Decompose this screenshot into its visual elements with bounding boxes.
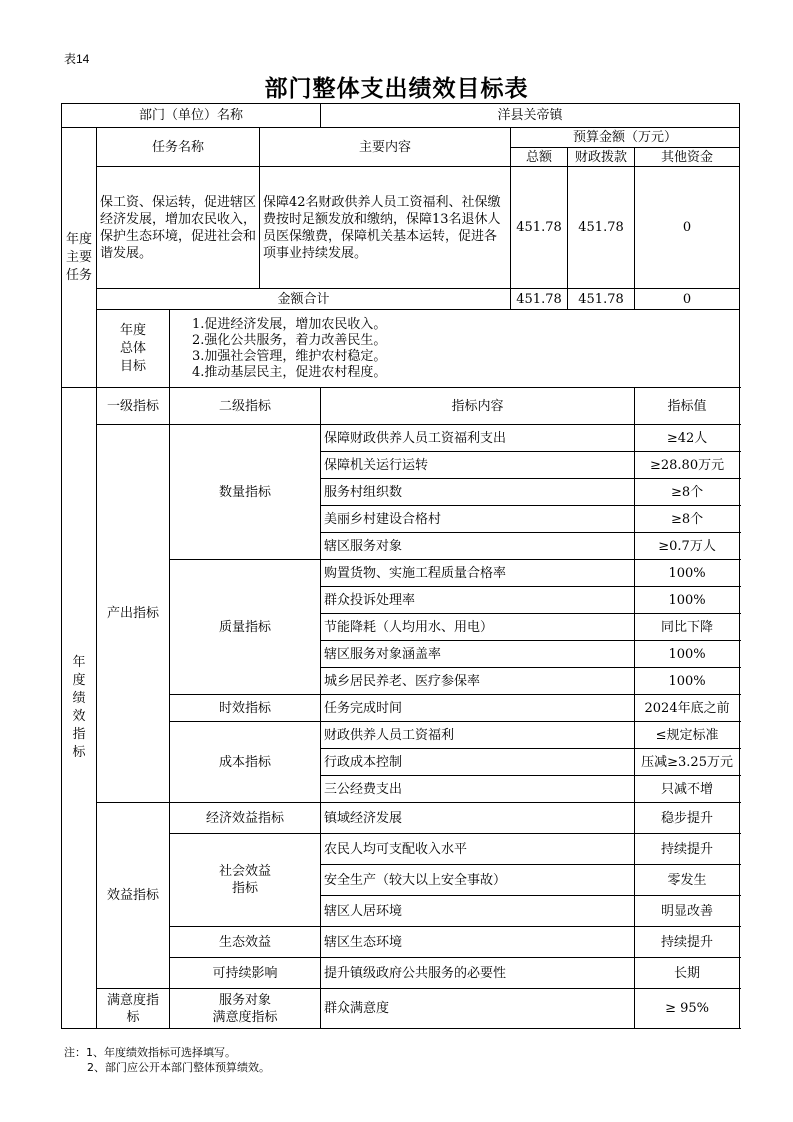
indicator-content: 购置货物、实施工程质量合格率 [321, 560, 635, 587]
indicator-content: 财政供养人员工资福利 [321, 722, 635, 749]
overall-goal-text [170, 310, 740, 388]
timeliness-indicator-label: 时效指标 [170, 695, 321, 722]
indicator-value: 长期 [635, 958, 740, 989]
indicator-content: 节能降耗（人均用水、用电） [321, 614, 635, 641]
sum-other: 0 [635, 289, 740, 310]
indicator-value: 100% [635, 641, 740, 668]
indicator-content: 镇域经济发展 [321, 803, 635, 834]
header-value: 指标值 [635, 388, 740, 425]
sustainable-indicator-label: 可持续影响 [170, 958, 321, 989]
footnote: 2、部门应公开本部门整体预算绩效。 [87, 1061, 270, 1074]
quantity-indicator-label: 数量指标 [170, 425, 321, 560]
col-task-name: 任务名称 [97, 128, 260, 167]
indicator-content: 辖区服务对象涵盖率 [321, 641, 635, 668]
table-number: 表14 [64, 52, 90, 66]
indicator-content: 农民人均可支配收入水平 [321, 834, 635, 865]
indicator-value: ≥28.80万元 [635, 452, 740, 479]
indicator-value: ≤规定标准 [635, 722, 740, 749]
footnote: 注：1、年度绩效指标可选择填写。 [64, 1046, 236, 1059]
dept-value: 洋县关帝镇 [321, 104, 740, 128]
benefit-indicator-label: 效益指标 [97, 803, 170, 989]
indicator-value: 100% [635, 668, 740, 695]
col-budget: 预算金额（万元） [511, 128, 740, 148]
col-fiscal: 财政拨款 [568, 148, 635, 167]
indicator-content: 城乡居民养老、医疗参保率 [321, 668, 635, 695]
performance-label: 年 度 绩 效 指 标 [62, 388, 97, 1029]
indicator-content: 群众满意度 [321, 989, 635, 1029]
satisfaction-sub-label: 服务对象 满意度指标 [170, 989, 321, 1029]
document-title: 部门整体支出绩效目标表 [264, 76, 529, 102]
task-name-cell: 保工资、保运转，促进辖区经济发展，增加农民收入，保护生态环境，促进社会和谐发展。 [97, 167, 260, 289]
output-indicator-label: 产出指标 [97, 425, 170, 803]
indicator-value: 100% [635, 587, 740, 614]
indicator-value: 明显改善 [635, 896, 740, 927]
indicator-content: 辖区人居环境 [321, 896, 635, 927]
total-cell: 451.78 [511, 167, 568, 289]
header-level2: 二级指标 [170, 388, 321, 425]
goal-item: 2.强化公共服务，着力改善民生。 [192, 332, 387, 348]
indicator-content: 行政成本控制 [321, 749, 635, 776]
indicator-content: 任务完成时间 [321, 695, 635, 722]
goal-item: 1.促进经济发展，增加农民收入。 [192, 316, 387, 332]
fiscal-cell: 451.78 [568, 167, 635, 289]
dept-label: 部门（单位）名称 [62, 104, 321, 128]
overall-goal-label: 年度 总体 目标 [97, 310, 170, 388]
indicator-value: 稳步提升 [635, 803, 740, 834]
performance-target-table [61, 103, 740, 1029]
indicator-content: 安全生产（较大以上安全事故） [321, 865, 635, 896]
indicator-content: 辖区服务对象 [321, 533, 635, 560]
indicator-value: ≥8个 [635, 506, 740, 533]
economic-indicator-label: 经济效益指标 [170, 803, 321, 834]
col-total: 总额 [511, 148, 568, 167]
indicator-value: 只减不增 [635, 776, 740, 803]
indicator-value: 零发生 [635, 865, 740, 896]
footnotes [64, 1045, 270, 1075]
indicator-content: 美丽乡村建设合格村 [321, 506, 635, 533]
goal-item: 4.推动基层民主，促进农村程度。 [192, 364, 387, 380]
col-main-content: 主要内容 [260, 128, 511, 167]
indicator-content: 服务村组织数 [321, 479, 635, 506]
satisfaction-indicator-label: 满意度指 标 [97, 989, 170, 1029]
social-indicator-label: 社会效益 指标 [170, 834, 321, 927]
ecological-indicator-label: 生态效益 [170, 927, 321, 958]
indicator-value: ≥ 95% [635, 989, 740, 1029]
indicator-content: 辖区生态环境 [321, 927, 635, 958]
col-other: 其他资金 [635, 148, 740, 167]
indicator-value: 2024年底之前 [635, 695, 740, 722]
indicator-content: 提升镇级政府公共服务的必要性 [321, 958, 635, 989]
indicator-value: ≥42人 [635, 425, 740, 452]
indicator-content: 保障机关运行运转 [321, 452, 635, 479]
indicator-value: ≥8个 [635, 479, 740, 506]
header-content: 指标内容 [321, 388, 635, 425]
quality-indicator-label: 质量指标 [170, 560, 321, 695]
indicator-value: 持续提升 [635, 834, 740, 865]
annual-task-label: 年度 主要 任务 [62, 128, 97, 388]
indicator-content: 群众投诉处理率 [321, 587, 635, 614]
header-level1: 一级指标 [97, 388, 170, 425]
indicator-value: 压减≥3.25万元 [635, 749, 740, 776]
main-content-cell: 保障42名财政供养人员工资福利、社保缴费按时足额发放和缴纳，保障13名退休人员医保缴费，保障机关基本运转，促进各项事业持续发展。 [260, 167, 511, 289]
sum-total: 451.78 [511, 289, 568, 310]
goal-item: 3.加强社会管理，维护农村稳定。 [192, 348, 387, 364]
indicator-value: 100% [635, 560, 740, 587]
sum-label: 金额合计 [97, 289, 511, 310]
other-cell: 0 [635, 167, 740, 289]
sum-fiscal: 451.78 [568, 289, 635, 310]
indicator-value: 同比下降 [635, 614, 740, 641]
indicator-value: ≥0.7万人 [635, 533, 740, 560]
indicator-content: 三公经费支出 [321, 776, 635, 803]
indicator-content: 保障财政供养人员工资福利支出 [321, 425, 635, 452]
cost-indicator-label: 成本指标 [170, 722, 321, 803]
indicator-value: 持续提升 [635, 927, 740, 958]
